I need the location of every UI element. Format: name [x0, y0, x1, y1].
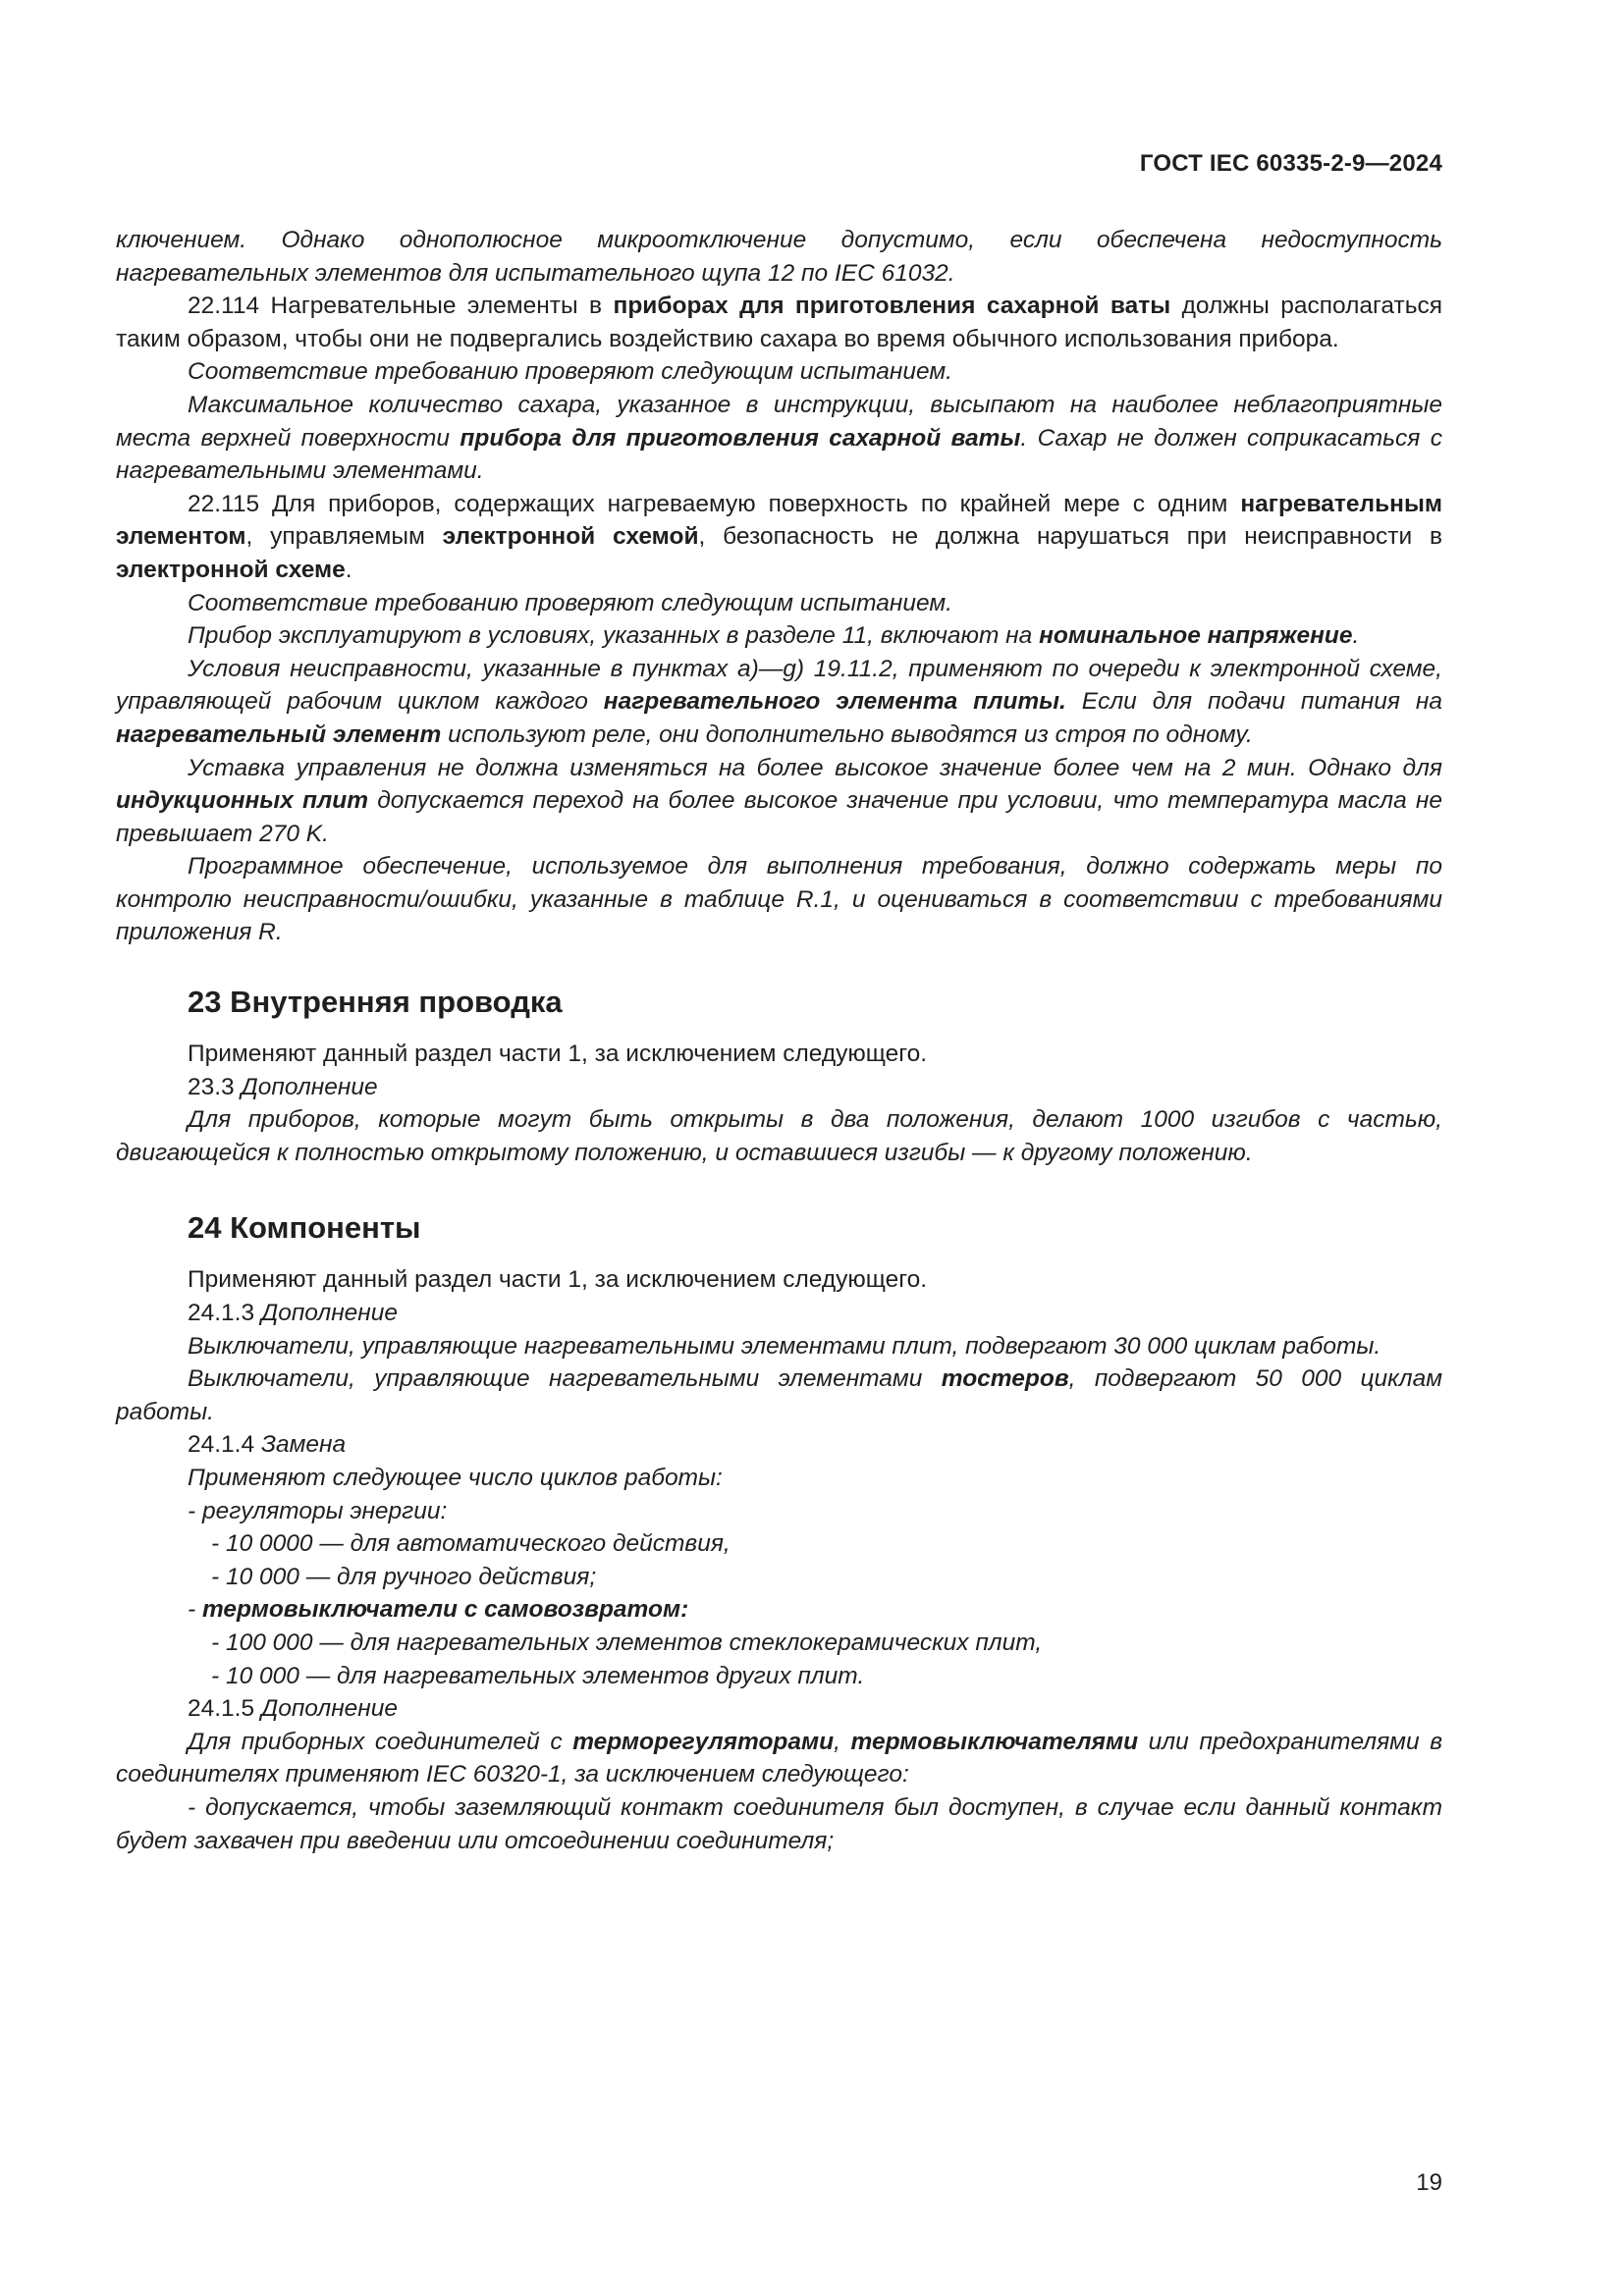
test-description: Максимальное количество сахара, указанное в инструкции, высыпают на наиболее неблагоприятные места верхней поверхности прибора для приготовления сахарной ваты. Сахар не должен соприкасаться с нагревательными элементами.	[116, 391, 1442, 485]
list-item: - термовыключатели с самовозвратом:	[188, 1596, 689, 1624]
compliance-statement: Соответствие требованию проверяют следующим испытанием.	[188, 589, 952, 616]
defined-term: нагревательного элемента плиты.	[603, 688, 1066, 716]
defined-term: приборах для приготовления сахарной ваты	[613, 293, 1171, 320]
list-item: - регуляторы энергии:	[188, 1497, 448, 1524]
test-description: Уставка управления не должна изменяться на более высокое значение более чем на 2 мин. Однако для индукционных плит допускается переход на более высокое значение при условии, что температура масла не превышает 270 K.	[116, 754, 1443, 847]
clause-24-1-3-text: Выключатели, управляющие нагревательными элементами плит, подвергают 30 000 циклам работы.	[188, 1332, 1381, 1360]
clause-23-3-text: Для приборов, которые могут быть открыты в два положения, делают 1000 изгибов с частью, двигающейся к полностью открытому положению, и оставшиеся изгибы — к другому положению.	[116, 1106, 1442, 1166]
list-subitem: - 10 000 — для нагревательных элементов других плит.	[211, 1662, 865, 1689]
test-description: Условия неисправности, указанные в пунктах a)—g) 19.11.2, применяют по очереди к электронной схеме, управляющей рабочим циклом каждого нагревательного элемента плиты. Если для подачи питания на нагревательный элемент используют реле, они дополнительно выводятся из строя по одному.	[116, 655, 1442, 748]
list-subitem: - 10 0000 — для автоматического действия,	[211, 1530, 731, 1558]
defined-term: номинальное напряжение	[1039, 622, 1353, 650]
defined-term: индукционных плит	[116, 787, 369, 815]
section-intro: Применяют данный раздел части 1, за исключением следующего.	[188, 1041, 928, 1068]
section-heading-24: 24 Компоненты	[188, 1210, 421, 1246]
page-number: 19	[1416, 2169, 1442, 2196]
defined-term: электронной схеме	[116, 556, 346, 583]
clause-24-1-5-text: Для приборных соединителей с терморегуляторами, термовыключателями или предохранителями в соединителях применяют IEC 60320-1, за исключением следующего:	[116, 1728, 1443, 1789]
clause-24-1-5-item: - допускается, чтобы заземляющий контакт соединителя был доступен, в случае если данный контакт будет захвачен при введении или отсоединении соединителя;	[116, 1793, 1442, 1854]
defined-term: термовыключатели с самовозвратом:	[201, 1596, 689, 1624]
section-intro: Применяют данный раздел части 1, за исключением следующего.	[188, 1266, 928, 1294]
compliance-statement: Соответствие требованию проверяют следующим испытанием.	[188, 358, 952, 386]
clause-22-114: 22.114 Нагревательные элементы в приборах для приготовления сахарной ваты должны располагаться таким образом, чтобы они не подвергались воздействию сахара во время обычного использования прибора.	[116, 293, 1442, 352]
test-description: Программное обеспечение, используемое для выполнения требования, должно содержать меры по контролю неисправности/ошибки, указанные в таблице R.1, и оцениваться в соответствии с требованиями приложения R.	[116, 853, 1442, 946]
defined-term: терморегуляторами	[572, 1728, 835, 1755]
document-body	[116, 224, 1442, 1857]
clause-23-3-heading: 23.3 Дополнение	[188, 1073, 378, 1100]
list-subitem: - 10 000 — для ручного действия;	[211, 1563, 597, 1590]
defined-term: термовыключателями	[850, 1728, 1139, 1755]
paragraph-continuation: ключением. Однако однополюсное микроотключение допустимо, если обеспечена недоступность нагревательных элементов для испытательного щупа 12 по IEC 61032.	[116, 227, 1442, 287]
clause-22-115: 22.115 Для приборов, содержащих нагреваемую поверхность по крайней мере с одним нагревательным элементом, управляемым электронной схемой, безопасность не должна нарушаться при неисправности в электронной схеме.	[116, 490, 1442, 583]
list-subitem: - 100 000 — для нагревательных элементов стеклокерамических плит,	[211, 1629, 1043, 1656]
test-description: Прибор эксплуатируют в условиях, указанных в разделе 11, включают на номинальное напряжение.	[188, 622, 1360, 650]
section-heading-23: 23 Внутренняя проводка	[188, 985, 563, 1020]
defined-term: прибора для приготовления сахарной ваты	[460, 424, 1021, 452]
defined-term: электронной схемой	[442, 523, 699, 551]
defined-term: нагревательный элемент	[116, 721, 442, 748]
defined-term: нагревательным элементом	[116, 490, 1442, 551]
standard-designation: ГОСТ IEC 60335-2-9—2024	[1139, 150, 1442, 177]
defined-term: тостеров	[941, 1365, 1069, 1393]
clause-24-1-4-lead: Применяют следующее число циклов работы:	[188, 1465, 723, 1491]
clause-24-1-4-heading: 24.1.4 Замена	[188, 1431, 347, 1459]
clause-24-1-5-heading: 24.1.5 Дополнение	[188, 1695, 399, 1723]
clause-24-1-3-text: Выключатели, управляющие нагревательными элементами тостеров, подвергают 50 000 циклам работы.	[116, 1365, 1442, 1425]
clause-24-1-3-heading: 24.1.3 Дополнение	[188, 1300, 399, 1327]
